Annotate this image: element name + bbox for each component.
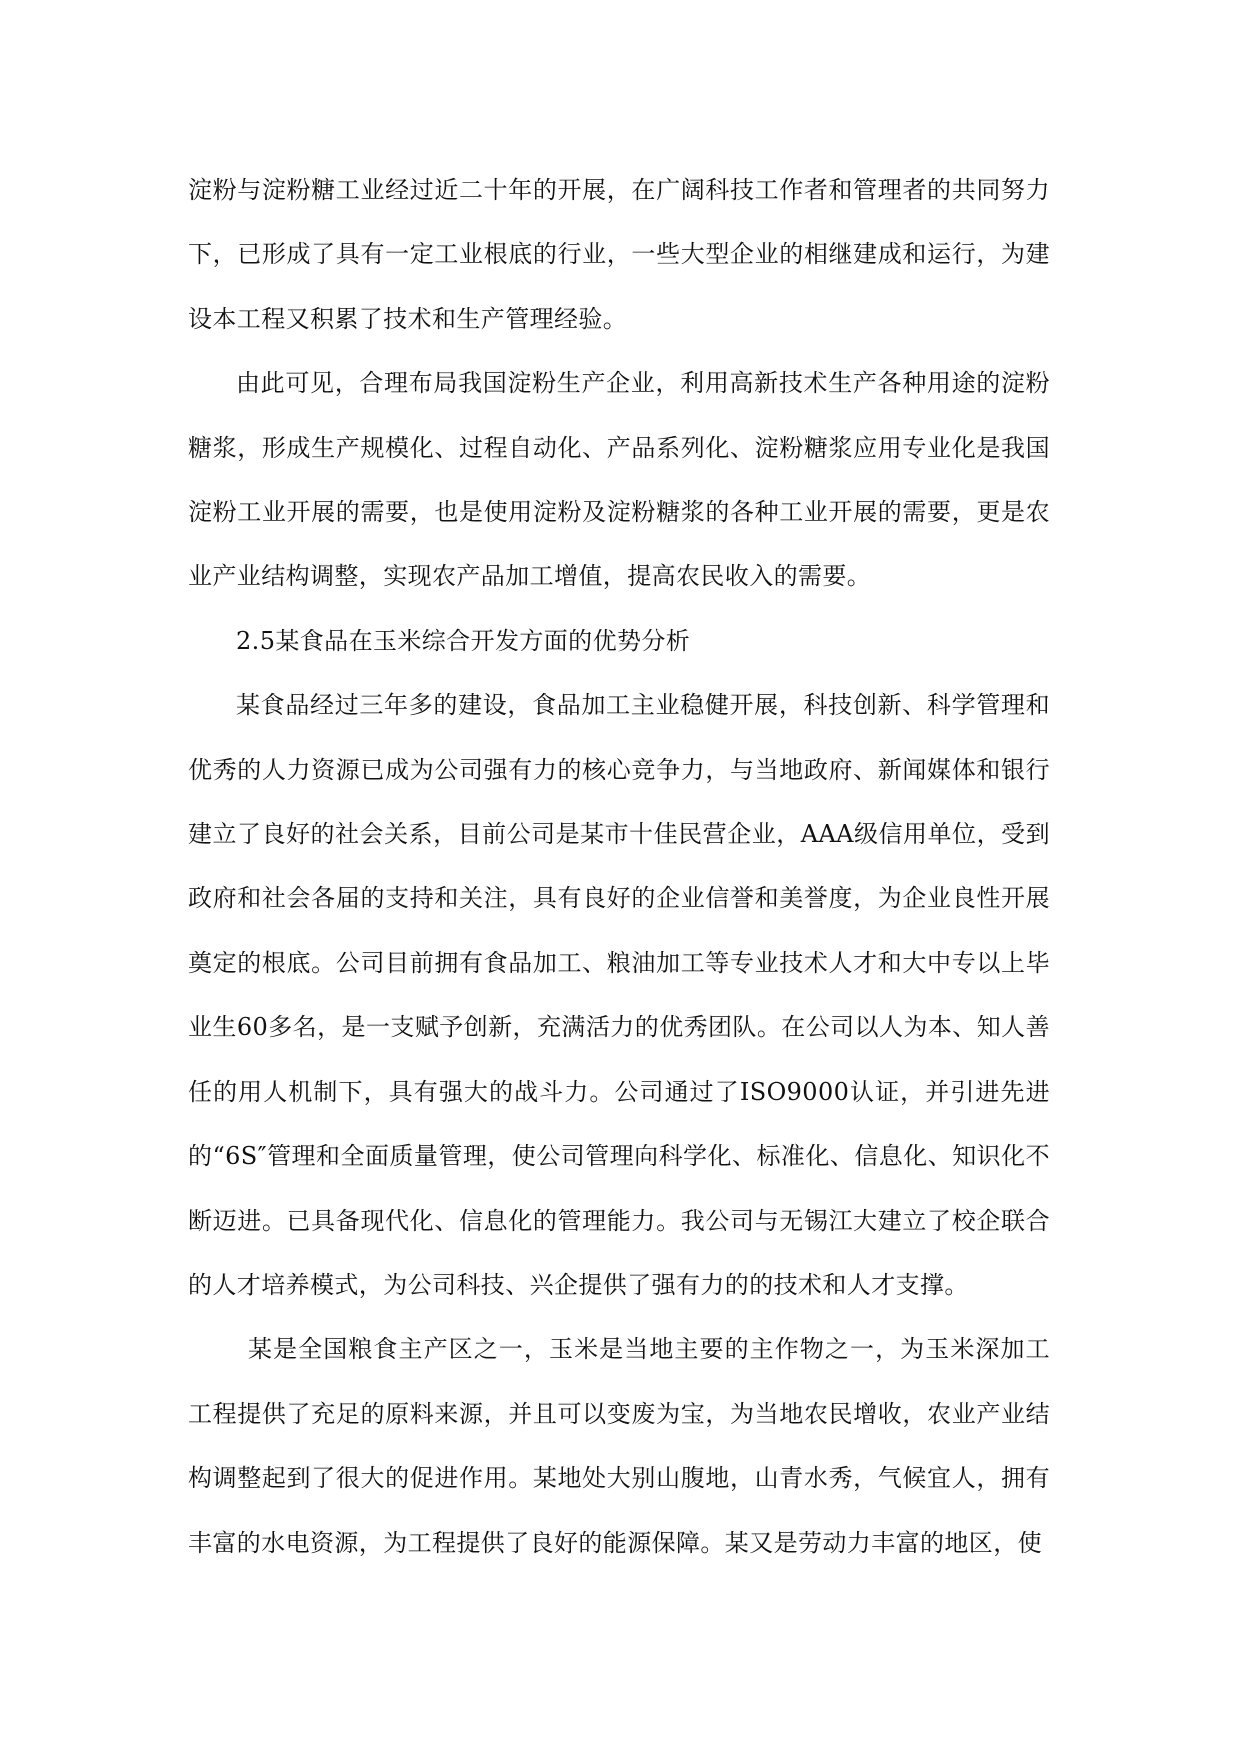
- document-body: [188, 158, 1050, 1575]
- paragraph-industry-development: 淀粉与淀粉糖工业经过近二十年的开展，在广阔科技工作者和管理者的共同努力下，已形成了具有一定工业根底的行业，一些大型企业的相继建成和运行，为建设本工程又积累了技术和生产管理经验。: [188, 176, 1050, 333]
- paragraph-regional-advantages: 某是全国粮食主产区之一，玉米是当地主要的主作物之一，为玉米深加工工程提供了充足的原料来源，并且可以变废为宝，为当地农民增收，农业产业结构调整起到了很大的促进作用。某地处大别山腹地，山青水秀，气候宜人，拥有丰富的水电资源，为工程提供了良好的能源保障。某又是劳动力丰富的地区，使: [188, 1335, 1050, 1557]
- section-heading: 2.5某食品在玉米综合开发方面的优势分析: [236, 626, 691, 655]
- paragraph-company-advantages: 某食品经过三年多的建设，食品加工主业稳健开展，科技创新、科学管理和优秀的人力资源已成为公司强有力的核心竞争力，与当地政府、新闻媒体和银行建立了良好的社会关系，目前公司是某市十佳民营企业，AAA级信用单位，受到政府和社会各届的支持和关注，具有良好的企业信誉和美誉度，为企业良性开展奠定的根底。公司目前拥有食品加工、粮油加工等专业技术人才和大中专以上毕业生60多名，是一支赋予创新，充满活力的优秀团队。在公司以人为本、知人善任的用人机制下，具有强大的战斗力。公司通过了ISO9000认证，并引进先进的“6S″管理和全面质量管理，使公司管理向科学化、标准化、信息化、知识化不断迈进。已具备现代化、信息化的管理能力。我公司与无锡江大建立了校企联合的人才培养模式，为公司科技、兴企提供了强有力的的技术和人才支撑。: [188, 691, 1050, 1299]
- paragraph-conclusion: 由此可见，合理布局我国淀粉生产企业，利用高新技术生产各种用途的淀粉糖浆，形成生产规模化、过程自动化、产品系列化、淀粉糖浆应用专业化是我国淀粉工业开展的需要，也是使用淀粉及淀粉糖浆的各种工业开展的需要，更是农业产业结构调整，实现农产品加工增值，提高农民收入的需要。: [188, 369, 1050, 591]
